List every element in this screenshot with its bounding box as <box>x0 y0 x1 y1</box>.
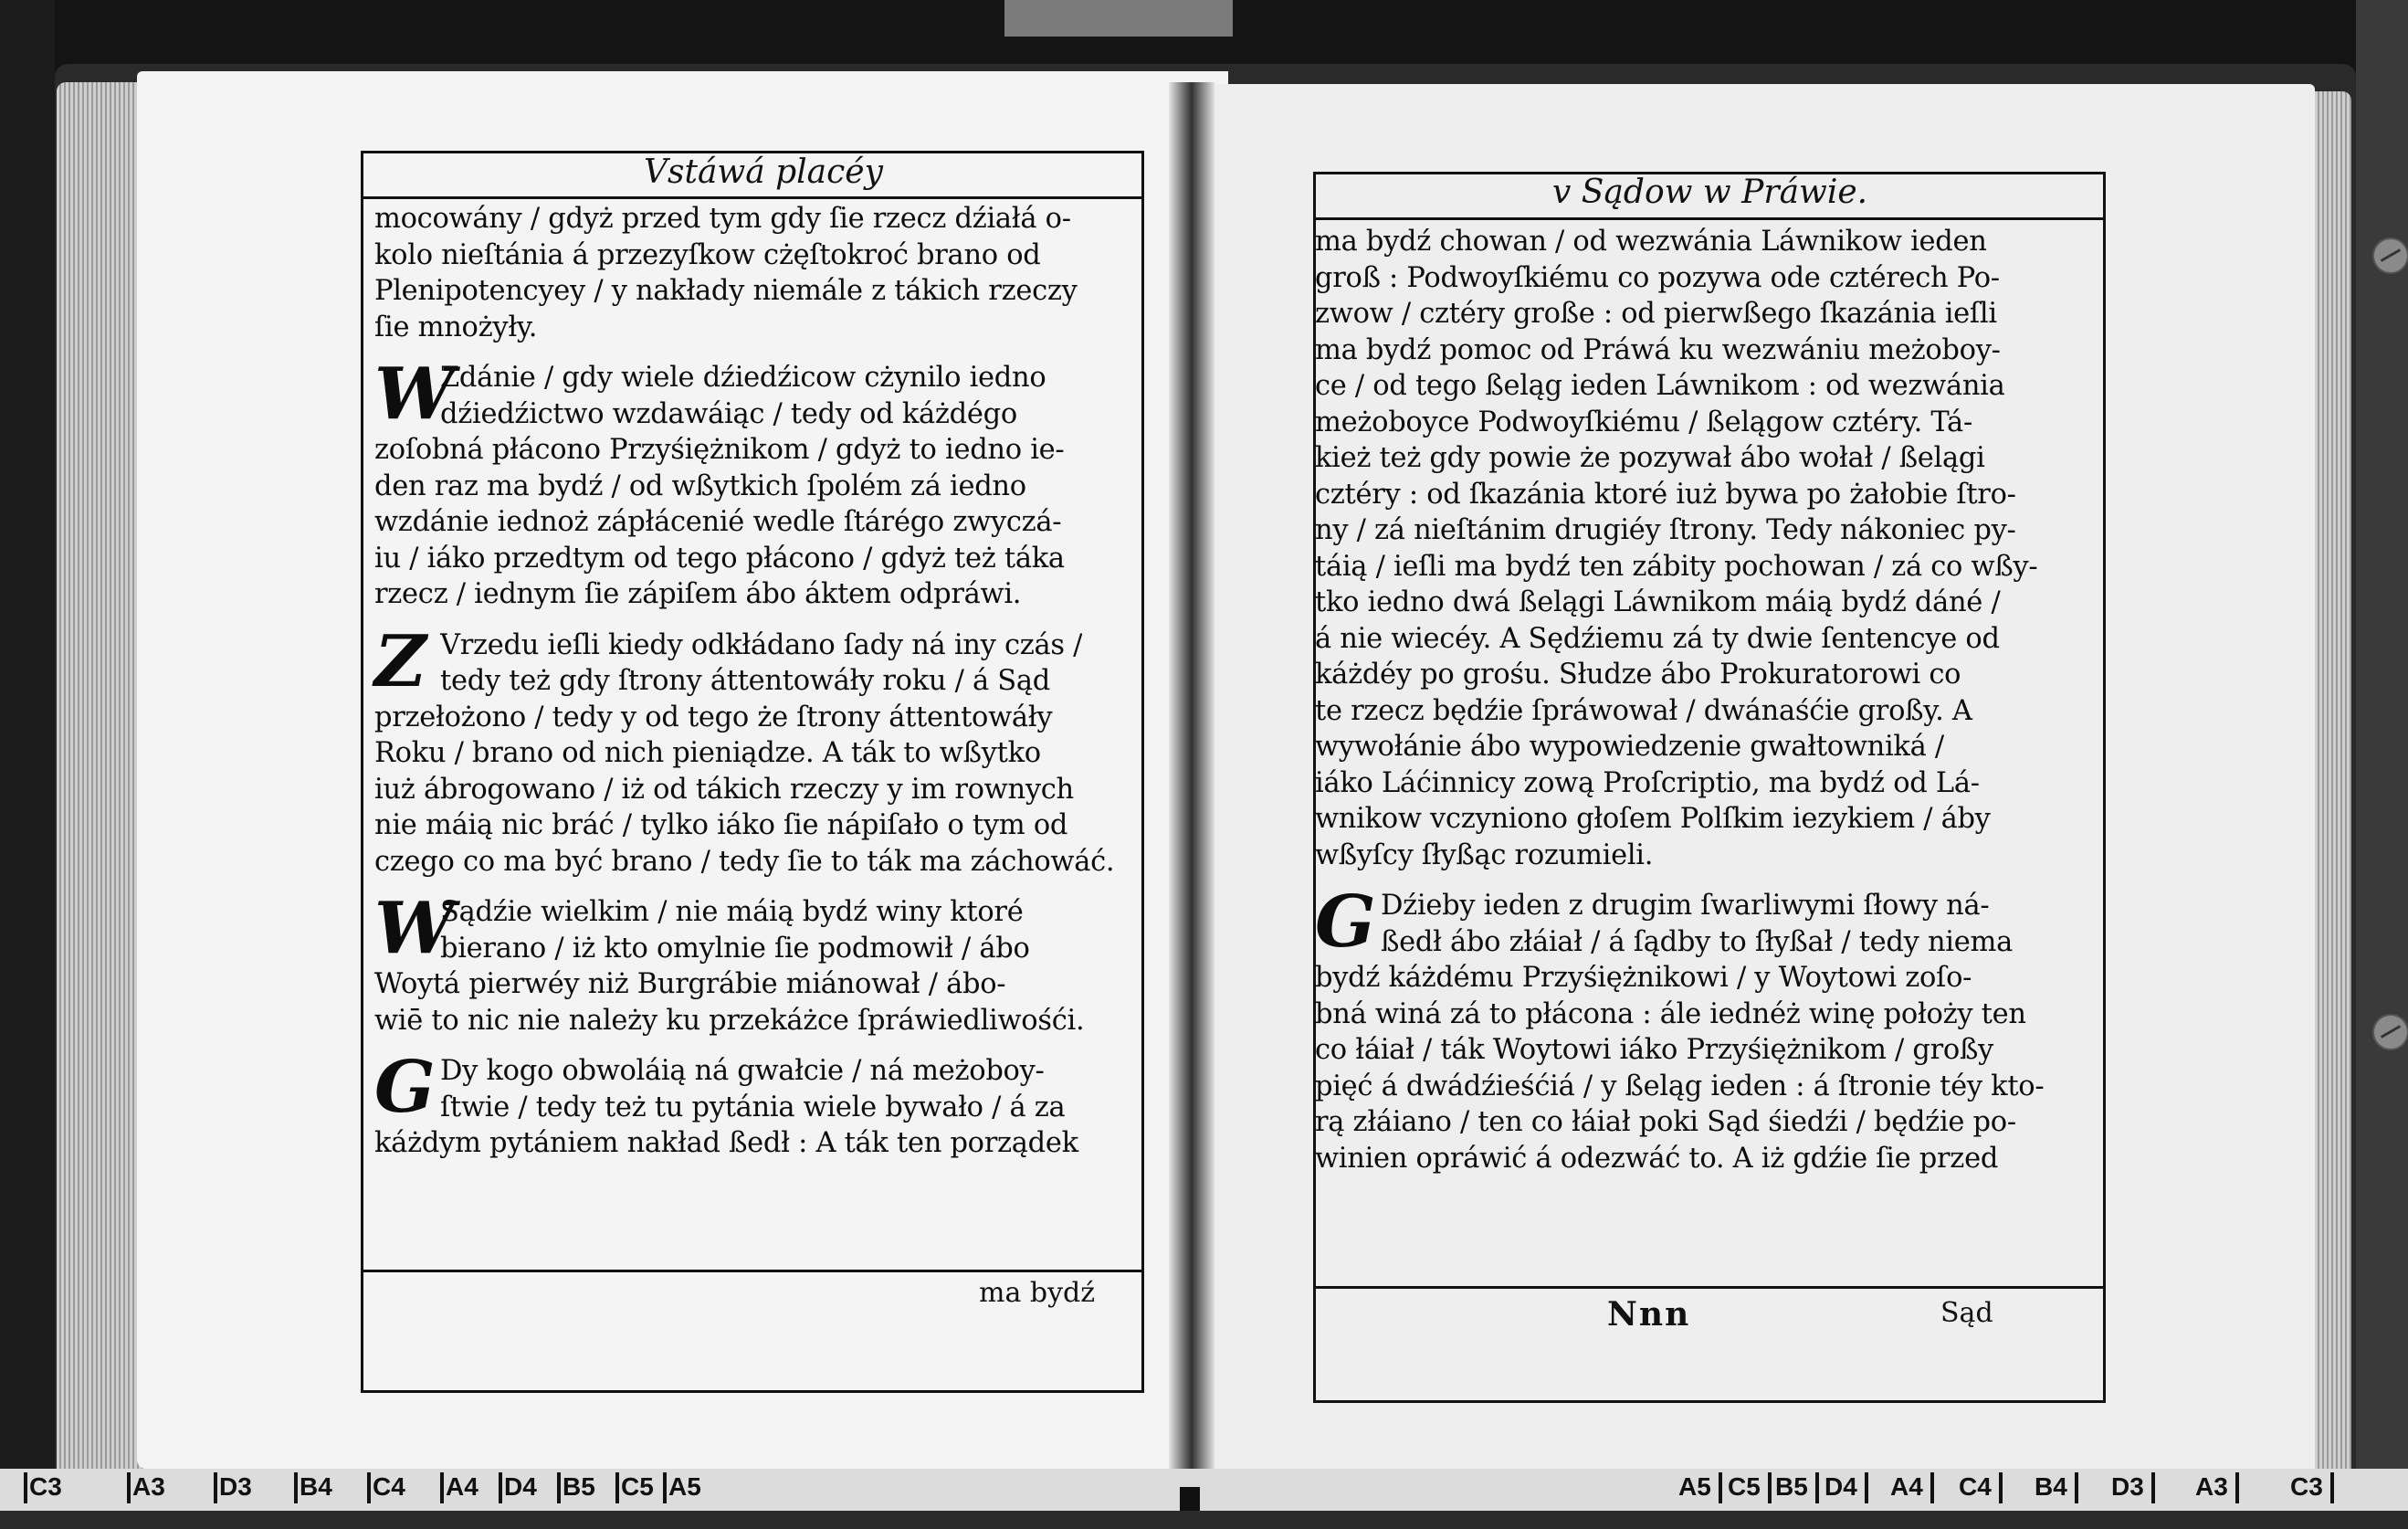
page-stack-left <box>57 82 148 1480</box>
tab-label: D4 <box>504 1472 537 1501</box>
text-line: Zdánie / gdy wiele dźiedźicow cżynilo iedno <box>440 362 1046 394</box>
left-catchword: ma bydź <box>979 1277 1096 1309</box>
text-line: pięć á dwádźieśćiá / y ßeląg ieden : á ſtronie téy kto- <box>1315 1070 2045 1102</box>
left-header-rule <box>363 196 1141 199</box>
text-line: zwow / cztéry große : od pierwßego ſkazánia ieſli <box>1315 298 1997 330</box>
right-running-head: v Sądow w Práwie. <box>1552 174 1868 211</box>
text-line: Vrzedu ieſli kiedy odkłádano ſady ná iny czás / <box>440 628 1083 661</box>
right-page-text <box>1315 224 2077 1176</box>
tab-divider <box>1999 1472 2003 1503</box>
paragraph <box>374 619 1132 880</box>
tab-label: C4 <box>373 1472 405 1501</box>
tab-label: A5 <box>668 1472 701 1501</box>
background-left <box>0 0 55 1480</box>
tab-divider <box>1930 1472 1934 1503</box>
text-line: káżdym pytániem nakład ßedł : A ták ten porządek <box>374 1127 1078 1159</box>
tab-label: B5 <box>563 1472 595 1501</box>
text-line: Plenipotencyey / y nakłady niemále z tákich rzeczy <box>374 275 1078 307</box>
tab-label: D3 <box>219 1472 252 1501</box>
text-line: Sądźie wielkim / nie máią bydź winy ktoré <box>440 896 1024 928</box>
text-line: Dy kogo obwoláią ná gwałcie / ná meżoboy- <box>440 1055 1045 1087</box>
text-line: iu / iáko przedtym od tego płácono / gdyż też táka <box>374 542 1065 575</box>
text-line: groß : Podwoyſkiému co pozywa ode cztérech Po- <box>1315 261 2000 294</box>
text-line: táią / ieſli ma bydź ten zábity pochowan / zá co wßy- <box>1315 550 2038 583</box>
tab-label: D3 <box>2111 1472 2144 1501</box>
left-running-head: Vstáwá placéy <box>644 153 883 191</box>
text-line: Dźieby ieden z drugim ſwarliwymi ſłowy ná- <box>1381 890 1990 922</box>
tab-label: A3 <box>2195 1472 2228 1501</box>
tab-label: D4 <box>1824 1472 1857 1501</box>
tab-divider <box>2330 1472 2334 1503</box>
text-line: mocowány / gdyż przed tym gdy ſie rzecz dźiałá o- <box>374 203 1071 235</box>
tab-divider <box>2075 1472 2078 1503</box>
text-line: bná winá zá to płácona : ále iednéż winę położy ten <box>1315 997 2026 1030</box>
paragraph <box>1315 880 2077 1176</box>
text-line: kież też gdy powie że pozywał ábo wołał / ßelągi <box>1315 442 1985 474</box>
text-line: káżdéy po grośu. Słudze ábo Prokuratorowi co <box>1315 659 1961 691</box>
drop-cap: G <box>1315 880 1376 964</box>
tab-divider <box>1865 1472 1868 1503</box>
tab-divider <box>214 1472 217 1503</box>
book-gutter <box>1169 82 1215 1471</box>
tab-label: B4 <box>300 1472 332 1501</box>
paragraph <box>374 1046 1132 1162</box>
text-line: á nie wiecéy. A Sędźiemu zá ty dwie ſentencye od <box>1315 622 2000 655</box>
screw-icon <box>2372 237 2408 274</box>
text-line: przełożono / tedy y od tego że ſtrony áttentowáły <box>374 701 1053 733</box>
paragraph <box>374 201 1132 345</box>
tab-divider <box>663 1472 667 1503</box>
text-line: bierano / iż kto omylnie ſie podmowił / ábo <box>440 932 1030 965</box>
text-line: ßedł ábo złáiał / á ſądby to ſłyßał / tedy niema <box>1381 925 2014 958</box>
text-line: ma bydź chowan / od wezwánia Láwnikow ieden <box>1315 226 1987 258</box>
text-line: rą złáiano / ten co łáiał poki Sąd śiedźi / będźie po- <box>1315 1106 2016 1138</box>
text-line: wnikow vczyniono głoſem Polſkim iezykiem / áby <box>1315 803 1991 835</box>
text-line: nie máią nic bráć / tylko iáko ſie nápiſało o tym od <box>374 809 1068 841</box>
text-line: dźiedźictwo wzdawáiąc / tedy od káżdégo <box>440 397 1017 430</box>
tab-label: B4 <box>2035 1472 2067 1501</box>
tab-label: A3 <box>132 1472 165 1501</box>
text-line: wzdánie iednoż zápłácenié wedle ſtárégo zwyczá- <box>374 506 1062 538</box>
tab-divider <box>557 1472 561 1503</box>
text-line: ny / zá nieſtánim drugiéy ſtrony. Tedy nákoniec py- <box>1315 514 2016 546</box>
tab-label: C4 <box>1959 1472 1992 1501</box>
tab-divider <box>1719 1472 1722 1503</box>
paragraph <box>374 353 1132 613</box>
tab-label: B5 <box>1775 1472 1808 1501</box>
text-line: ce / od tego ßeląg ieden Láwnikom : od wezwánia <box>1315 370 2005 402</box>
tab-divider <box>2235 1472 2239 1503</box>
text-line: Roku / brano od nich pieniądze. A ták to wßytko <box>374 737 1041 769</box>
drop-cap: W <box>374 353 455 436</box>
signature-mark: Nnn <box>1607 1295 1691 1334</box>
tab-divider <box>294 1472 298 1503</box>
drop-cap: G <box>374 1046 436 1129</box>
text-line: ſtwie / tedy też tu pytánia wiele bywało / á za <box>440 1091 1066 1123</box>
tab-divider <box>24 1472 27 1503</box>
tab-divider <box>367 1472 371 1503</box>
bottom-edge <box>0 1511 2408 1529</box>
tab-label: C3 <box>2290 1472 2323 1501</box>
text-line: kolo nieſtánia á przezyſkow cżęſtokroć brano od <box>374 238 1041 271</box>
text-line: cztéry : od ſkazánia ktoré iuż bywa po żałobie ſtro- <box>1315 478 2016 511</box>
text-line: ſie mnożyły. <box>374 311 538 343</box>
text-line: Woytá pierwéy niż Burgrábie miánował / ábo- <box>374 968 1006 1000</box>
paragraph <box>374 887 1132 1039</box>
text-line: iáko Láćinnicy zową Proſcriptio, ma bydź od Lá- <box>1315 766 1980 799</box>
tab-divider <box>1768 1472 1772 1503</box>
tab-label: C3 <box>29 1472 62 1501</box>
text-line: czego co ma być brano / tedy ſie to ták ma záchowáć. <box>374 845 1115 878</box>
tab-label: A4 <box>1890 1472 1923 1501</box>
text-line: winien opráwić á odezwáć to. A iż gdźie ſie przed <box>1315 1142 1999 1175</box>
text-line: co łáiał / ták Woytowi iáko Przyśiężnikom / großy <box>1315 1034 1993 1066</box>
tab-label: C5 <box>1728 1472 1761 1501</box>
text-line: tko iedno dwá ßelągi Láwnikom máią bydź dáné / <box>1315 586 2001 618</box>
screw-icon <box>2372 1014 2408 1050</box>
right-header-rule <box>1316 217 2103 220</box>
text-line: wiē to nic nie należy ku przekáżce ſpráwiedliwośći. <box>374 1004 1085 1037</box>
tab-divider <box>615 1472 619 1503</box>
tab-divider <box>499 1472 502 1503</box>
right-bottom-rule <box>1316 1286 2103 1289</box>
text-line: te rzecz będźie ſpráwował / dwánaśćie großy. A <box>1315 694 1972 727</box>
text-line: meżoboyce Podwoyſkiému / ßelągow cztéry. Tá- <box>1315 406 1972 438</box>
drop-cap: W <box>374 887 455 970</box>
right-catchword: Sąd <box>1940 1297 1993 1329</box>
text-line: tedy też gdy ſtrony áttentowáły roku / á Sąd <box>440 665 1050 697</box>
text-line: wywołánie ábo wypowiedzenie gwałtowniká / <box>1315 731 1944 763</box>
text-line: bydź káżdému Przyśiężnikowi / y Woytowi zoſo- <box>1315 962 1972 994</box>
tab-divider <box>1815 1472 1819 1503</box>
left-bottom-rule <box>363 1270 1141 1272</box>
tab-label: A5 <box>1678 1472 1711 1501</box>
top-clamp <box>1004 0 1233 37</box>
paragraph <box>1315 224 2077 873</box>
left-page-text <box>374 201 1132 1162</box>
tab-label: A4 <box>446 1472 478 1501</box>
tab-divider <box>127 1472 131 1503</box>
text-line: zoſobná płácono Przyśiężnikom / gdyż to iedno ie- <box>374 434 1065 466</box>
background-right <box>2356 0 2408 1480</box>
text-line: den raz ma bydź / od wßytkich ſpolém zá iedno <box>374 469 1026 502</box>
text-line: iuż ábrogowano / iż od tákich rzeczy y im rownych <box>374 773 1074 806</box>
text-line: ma bydź pomoc od Práwá ku wezwániu meżoboy- <box>1315 333 2001 366</box>
drop-cap: Z <box>374 619 426 703</box>
tab-label: C5 <box>621 1472 654 1501</box>
text-line: wßyſcy ſłyßąc rozumieli. <box>1315 838 1654 871</box>
tab-divider <box>2151 1472 2155 1503</box>
tab-divider <box>440 1472 444 1503</box>
text-line: rzecz / iednym ſie zápiſem ábo áktem odpráwi. <box>374 578 1022 610</box>
